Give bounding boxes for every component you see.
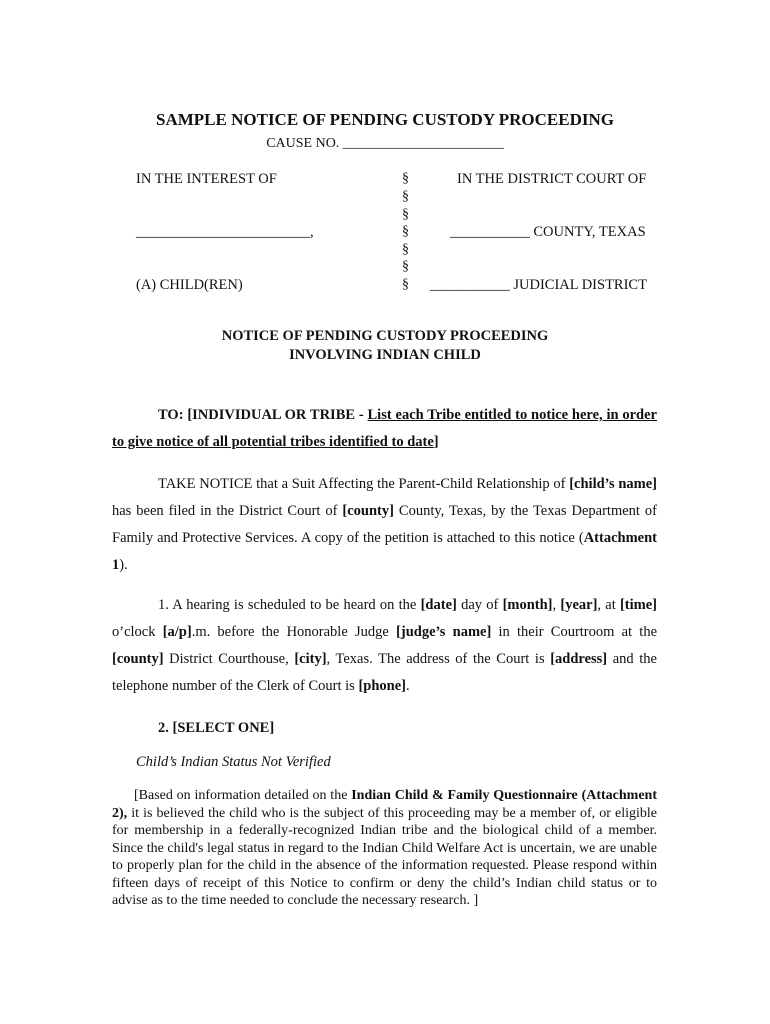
address-placeholder: [address] [550,651,608,667]
child-name-placeholder: [child’s name] [569,476,657,492]
text-run: . [406,678,410,694]
section-symbol: § [402,277,409,292]
notice-heading-line2: INVOLVING INDIAN CHILD [289,347,481,363]
text-run: day of [456,597,503,613]
caption-child-blank: ________________________, [136,224,314,240]
notice-heading-line1: NOTICE OF PENDING CUSTODY PROCEEDING [221,328,549,344]
section-symbol: § [402,171,409,186]
judge-name-placeholder: [judge’s name] [396,624,492,640]
date-placeholder: [date] [420,597,457,613]
take-notice-paragraph [112,471,657,579]
to-prefix: TO: [INDIVIDUAL OR TRIBE - [158,407,368,423]
text-run: has been filed in the District Court of [112,503,343,519]
text-run: , [552,597,561,613]
to-suffix: ] [433,434,439,450]
text-run: in their Courtroom at the [491,624,658,640]
county-placeholder: [county] [342,503,394,519]
section-symbol: § [402,224,409,239]
text-run: 1. A hearing is scheduled to be heard on the [158,597,421,613]
time-placeholder: [time] [619,597,657,613]
text-run: it is believed the child who is the subject of this proceeding may be a member of, or eligible for membership in a federally-recognized Indian tribe and the biological child of a member. Since the child's legal status in regard to the Indian Child Welfare Act is uncertain, we are unable to properly plan for the child in the absence of the information requested. Please respond within fifteen days of receipt of this Notice to confirm or deny the child’s Indian child status or to advise as to the time needed to conclude the necessary research. ] [112,805,657,908]
document-title: SAMPLE NOTICE OF PENDING CUSTODY PROCEEDING [156,110,614,129]
caption-judicial-district: ___________ JUDICIAL DISTRICT [430,277,647,293]
hearing-paragraph [112,592,657,700]
select-one-label: 2. [SELECT ONE] [158,720,275,736]
text-run: o’clock [112,624,163,640]
to-paragraph [112,402,657,456]
questionnaire-reference: Indian Child & Family Questionnaire (Attachment 2), [112,788,657,821]
text-run: .m. before the Honorable Judge [191,624,397,640]
phone-placeholder: [phone] [358,678,406,694]
cause-number: CAUSE NO. _______________________ [266,136,504,151]
month-placeholder: [month] [502,597,553,613]
text-run: , Texas. The address of the Court is [326,651,551,667]
to-tribe-list: List each Tribe entitled to notice here, in order to give notice of all potential tribes identified to date [112,407,657,450]
text-run: [Based on information detailed on the [134,788,352,803]
year-placeholder: [year] [560,597,598,613]
city-placeholder: [city] [294,651,327,667]
text-run: TAKE NOTICE that a Suit Affecting the Parent-Child Relationship of [158,476,570,492]
section-symbol: § [402,242,409,257]
attachment-reference: Attachment 1 [112,530,657,573]
caption-district-court: IN THE DISTRICT COURT OF [457,171,647,187]
caption-children: (A) CHILD(REN) [136,277,243,293]
text-run: District Courthouse, [163,651,295,667]
based-on-paragraph [112,787,657,910]
text-run: , at [597,597,620,613]
indian-status-subheading: Child’s Indian Status Not Verified [136,754,331,770]
section-symbol: § [402,259,409,274]
section-symbol: § [402,207,409,222]
caption-county: ___________ COUNTY, TEXAS [450,224,646,240]
am-pm-placeholder: [a/p] [162,624,192,640]
county-placeholder: [county] [112,651,164,667]
text-run: County, Texas, by the Texas Department of Family and Protective Services. A copy of the petition is attached to this notice ( [112,503,657,546]
section-symbol: § [402,189,409,204]
text-run: ). [119,557,128,573]
caption-in-interest: IN THE INTEREST OF [136,171,277,187]
text-run: and the telephone number of the Clerk of Court is [112,651,657,694]
